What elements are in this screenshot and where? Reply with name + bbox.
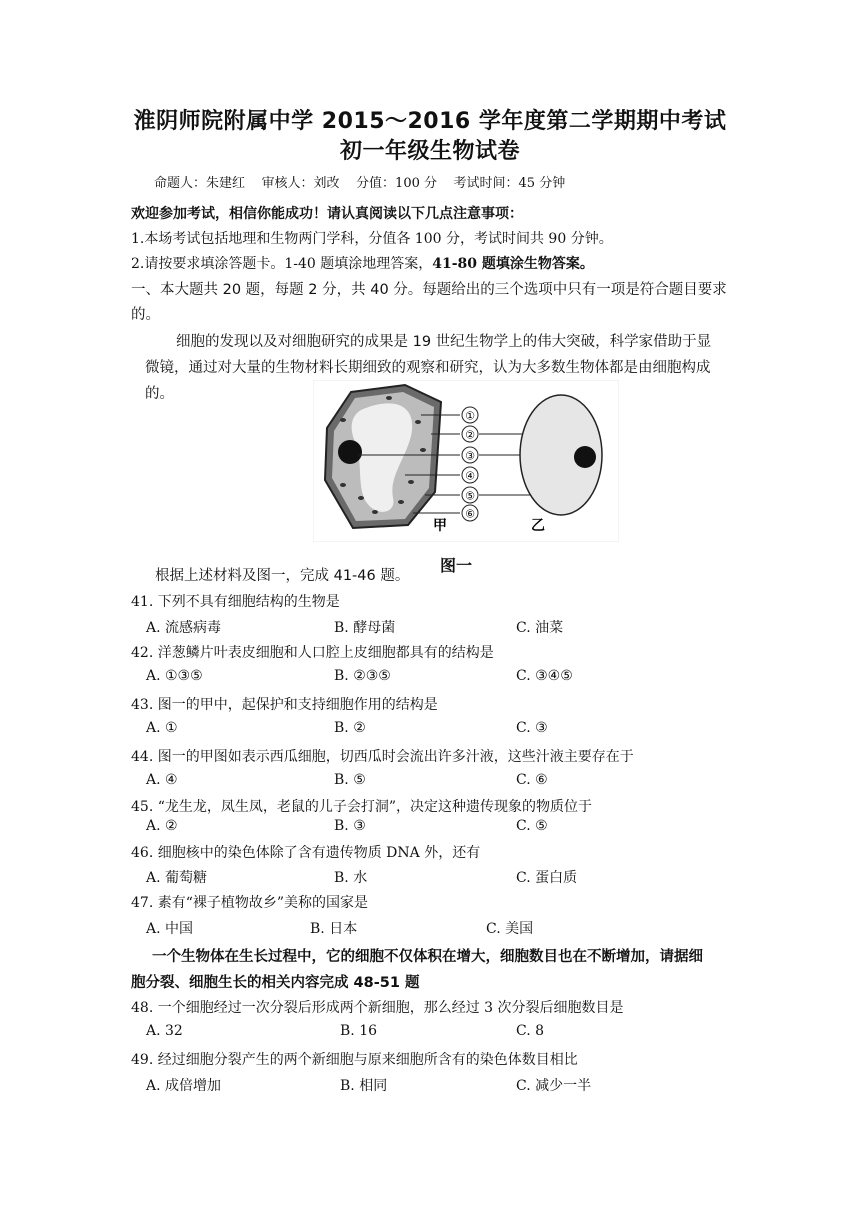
option-42-c: C. ③④⑤ (516, 668, 573, 684)
option-43-c: C. ③ (516, 720, 548, 736)
option-45-a: A. ② (146, 818, 178, 834)
exam-subtitle: 初一年级生物试卷 (339, 139, 520, 164)
option-45-c: C. ⑤ (516, 818, 548, 834)
exam-meta: 命题人：朱建红 审核人：刘改 分值：100 分 考试时间：45 分钟 (154, 176, 566, 191)
label-3: ③ (465, 449, 475, 463)
option-44-a: A. ④ (146, 772, 178, 788)
question-44: 44. 图一的甲图如表示西瓜细胞，切西瓜时会流出许多汁液，这些汁液主要存在于 (131, 749, 634, 765)
notice-item-1: 1.本场考试包括地理和生物两门学科，分值各 100 分，考试时间共 90 分钟。 (131, 231, 613, 247)
option-41-c: C. 油菜 (516, 620, 564, 636)
label-4: ④ (465, 469, 475, 483)
option-42-b: B. ②③⑤ (334, 668, 391, 684)
option-43-a: A. ① (146, 720, 178, 736)
question-43: 43. 图一的甲中，起保护和支持细胞作用的结构是 (131, 697, 438, 713)
figure-caption: 图一 (440, 556, 473, 575)
cell-diagram-figure (313, 380, 619, 542)
option-48-a: A. 32 (146, 1023, 183, 1039)
question-49: 49. 经过细胞分裂产生的两个新细胞与原来细胞所含有的染色体数目相比 (131, 1052, 578, 1068)
option-44-b: B. ⑤ (334, 772, 366, 788)
option-49-b: B. 相同 (340, 1078, 388, 1094)
notice-heading: 欢迎参加考试，相信你能成功！请认真阅读以下几点注意事项： (131, 206, 523, 222)
option-46-c: C. 蛋白质 (516, 870, 578, 886)
instruction-41-46: 根据上述材料及图一，完成 41-46 题。 (155, 568, 410, 584)
label-jia: 甲 (433, 518, 447, 534)
notice-item-2-bold: 41-80 题填涂生物答案。 (432, 256, 594, 272)
label-yi: 乙 (531, 518, 545, 534)
option-46-a: A. 葡萄糖 (146, 870, 208, 886)
option-49-a: A. 成倍增加 (146, 1078, 222, 1094)
option-46-b: B. 水 (334, 870, 368, 886)
option-47-a: A. 中国 (146, 921, 194, 937)
option-45-b: B. ③ (334, 818, 366, 834)
option-42-a: A. ①③⑤ (146, 668, 203, 684)
passage-2-line-2: 胞分裂、细胞生长的相关内容完成 48-51 题 (131, 975, 420, 991)
label-1: ① (465, 409, 475, 423)
question-42: 42. 洋葱鳞片叶表皮细胞和人口腔上皮细胞都具有的结构是 (131, 645, 494, 661)
label-6: ⑥ (465, 507, 475, 521)
label-2: ② (465, 428, 475, 442)
option-47-c: C. 美国 (486, 921, 534, 937)
question-41: 41. 下列不具有细胞结构的生物是 (131, 594, 340, 610)
option-43-b: B. ② (334, 720, 366, 736)
notice-item-2 (131, 253, 594, 273)
option-41-a: A. 流感病毒 (146, 620, 222, 636)
exam-title: 淮阴师院附属中学 2015～2016 学年度第二学期期中考试 (133, 109, 727, 134)
notice-item-2-plain: 2.请按要求填涂答题卡。1-40 题填涂地理答案， (131, 256, 433, 272)
passage-1-line-2: 微镜，通过对大量的生物材料长期细致的观察和研究，认为大多数生物体都是由细胞构成 (145, 360, 711, 376)
question-47: 47. 素有“裸子植物故乡”美称的国家是 (131, 895, 369, 911)
animal-cell-diagram (520, 395, 602, 515)
option-49-c: C. 减少一半 (516, 1078, 592, 1094)
option-47-b: B. 日本 (310, 921, 358, 937)
section-1-line-2: 的。 (131, 307, 160, 323)
question-46: 46. 细胞核中的染色体除了含有遗传物质 DNA 外，还有 (131, 845, 481, 861)
passage-1-line-3: 的。 (145, 386, 174, 402)
question-45: 45. “龙生龙，凤生凤，老鼠的儿子会打洞”，决定这种遗传现象的物质位于 (131, 799, 593, 815)
option-48-c: C. 8 (516, 1023, 545, 1039)
question-48: 48. 一个细胞经过一次分裂后形成两个新细胞，那么经过 3 次分裂后细胞数目是 (131, 1000, 624, 1016)
plant-cell-diagram (325, 385, 441, 528)
option-44-c: C. ⑥ (516, 772, 548, 788)
passage-1-line-1: 细胞的发现以及对细胞研究的成果是 19 世纪生物学上的伟大突破，科学家借助于显 (176, 334, 712, 350)
passage-2-line-1: 一个生物体在生长过程中，它的细胞不仅体积在增大，细胞数目也在不断增加，请据细 (152, 949, 703, 965)
section-1-line-1: 一、本大题共 20 题，每题 2 分，共 40 分。每题给出的三个选项中只有一项是符合题目要求 (131, 282, 727, 298)
option-48-b: B. 16 (340, 1023, 378, 1039)
label-5: ⑤ (465, 489, 475, 503)
option-41-b: B. 酵母菌 (334, 620, 396, 636)
